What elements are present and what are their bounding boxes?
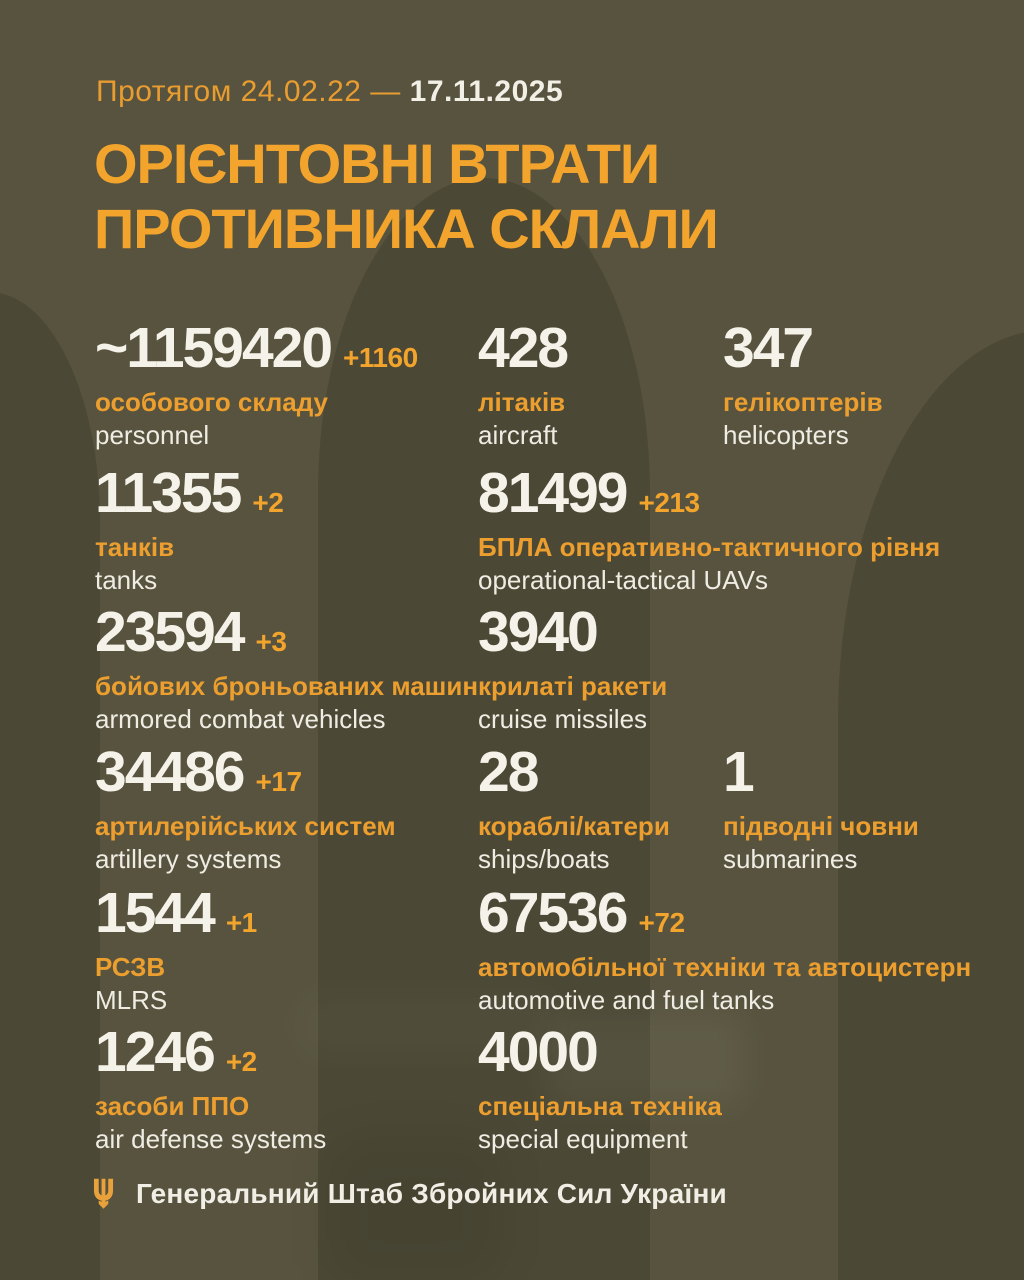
stat-label-ua: засоби ППО xyxy=(95,1091,250,1121)
stat-label-ua: підводні човни xyxy=(723,811,919,841)
stat-label-ua: кораблі/катери xyxy=(478,811,670,841)
stat-label-en: cruise missiles xyxy=(478,704,648,734)
page-title xyxy=(94,131,718,261)
stat-label-en: automotive and fuel tanks xyxy=(478,985,775,1015)
stat-value: 1544 xyxy=(95,881,214,945)
title-line-1: ОРІЄНТОВНІ ВТРАТИ xyxy=(94,132,660,195)
stat-label-en: armored combat vehicles xyxy=(95,704,386,734)
stat-value: 1246 xyxy=(95,1020,214,1084)
stat-personnel xyxy=(95,318,418,450)
stat-label-ua: РСЗВ xyxy=(95,952,166,982)
stat-label-en: helicopters xyxy=(723,420,849,450)
stat-label-ua: спеціальна техніка xyxy=(478,1091,722,1121)
stat-delta: +1 xyxy=(225,907,257,938)
stat-special-equipment xyxy=(478,1022,722,1154)
stat-value: 34486 xyxy=(95,740,244,804)
stat-label-ua: автомобільної техніки та автоцистерн xyxy=(478,952,972,982)
stat-label-en: aircraft xyxy=(478,420,558,450)
stat-value: 4000 xyxy=(478,1020,597,1084)
stat-label-ua: особового складу xyxy=(95,387,328,417)
shell-silhouette-left xyxy=(0,292,100,1280)
stat-label-ua: артилерійських систем xyxy=(95,811,396,841)
stat-value: 67536 xyxy=(478,881,627,945)
stat-armored-vehicles xyxy=(95,602,478,734)
stat-label-en: tanks xyxy=(95,565,158,595)
stat-delta: +213 xyxy=(638,487,700,518)
report-date: 17.11.2025 xyxy=(409,75,564,108)
stat-label-ua: крилаті ракети xyxy=(478,671,668,701)
stat-helicopters xyxy=(723,318,883,450)
stat-ships xyxy=(478,742,670,874)
stat-label-en: artillery systems xyxy=(95,844,282,874)
stat-label-en: submarines xyxy=(723,844,858,874)
stat-cruise-missiles xyxy=(478,602,667,734)
footer xyxy=(93,1178,727,1210)
stat-value: 28 xyxy=(478,740,538,804)
stat-uavs xyxy=(478,463,940,595)
stat-value: 347 xyxy=(723,316,813,380)
footer-source-text: Генеральний Штаб Збройних Сил України xyxy=(136,1178,727,1209)
stat-delta: +72 xyxy=(638,907,685,938)
stat-label-ua: танків xyxy=(95,532,175,562)
stat-label-en: air defense systems xyxy=(95,1124,327,1154)
stat-value: 11355 xyxy=(95,461,241,525)
stat-delta: +2 xyxy=(252,487,284,518)
camo-dark-patch xyxy=(330,1140,500,1280)
stat-label-ua: літаків xyxy=(478,387,566,417)
stat-label-en: special equipment xyxy=(478,1124,688,1154)
stat-delta: +1160 xyxy=(343,342,418,373)
title-line-2: ПРОТИВНИКА СКЛАЛИ xyxy=(94,197,718,260)
stat-tanks xyxy=(95,463,283,595)
stat-automotive xyxy=(478,883,971,1015)
stat-delta: +2 xyxy=(225,1046,257,1077)
stat-air-defense xyxy=(95,1022,326,1154)
stat-delta: +3 xyxy=(255,626,287,657)
stat-value: 1 xyxy=(723,740,753,804)
stat-value: ~1159420 xyxy=(95,316,332,380)
stat-value: 23594 xyxy=(95,600,244,664)
tryzub-trident-icon xyxy=(93,1178,114,1210)
stat-value: 3940 xyxy=(478,600,597,664)
period-label: Протягом 24.02.22 — xyxy=(96,75,401,108)
stat-mlrs xyxy=(95,883,257,1015)
stat-label-en: MLRS xyxy=(95,985,168,1015)
stat-label-en: operational-tactical UAVs xyxy=(478,565,768,595)
stat-submarines xyxy=(723,742,919,874)
stat-value: 81499 xyxy=(478,461,627,525)
stat-label-ua: БПЛА оперативно-тактичного рівня xyxy=(478,532,941,562)
stat-aircraft xyxy=(478,318,567,450)
stat-label-ua: бойових броньованих машин xyxy=(95,671,479,701)
stat-label-ua: гелікоптерів xyxy=(723,387,883,417)
stat-delta: +17 xyxy=(255,766,302,797)
stat-label-en: ships/boats xyxy=(478,844,610,874)
period-line xyxy=(96,74,563,110)
stat-artillery xyxy=(95,742,396,874)
stat-label-en: personnel xyxy=(95,420,210,450)
stat-value: 428 xyxy=(478,316,568,380)
